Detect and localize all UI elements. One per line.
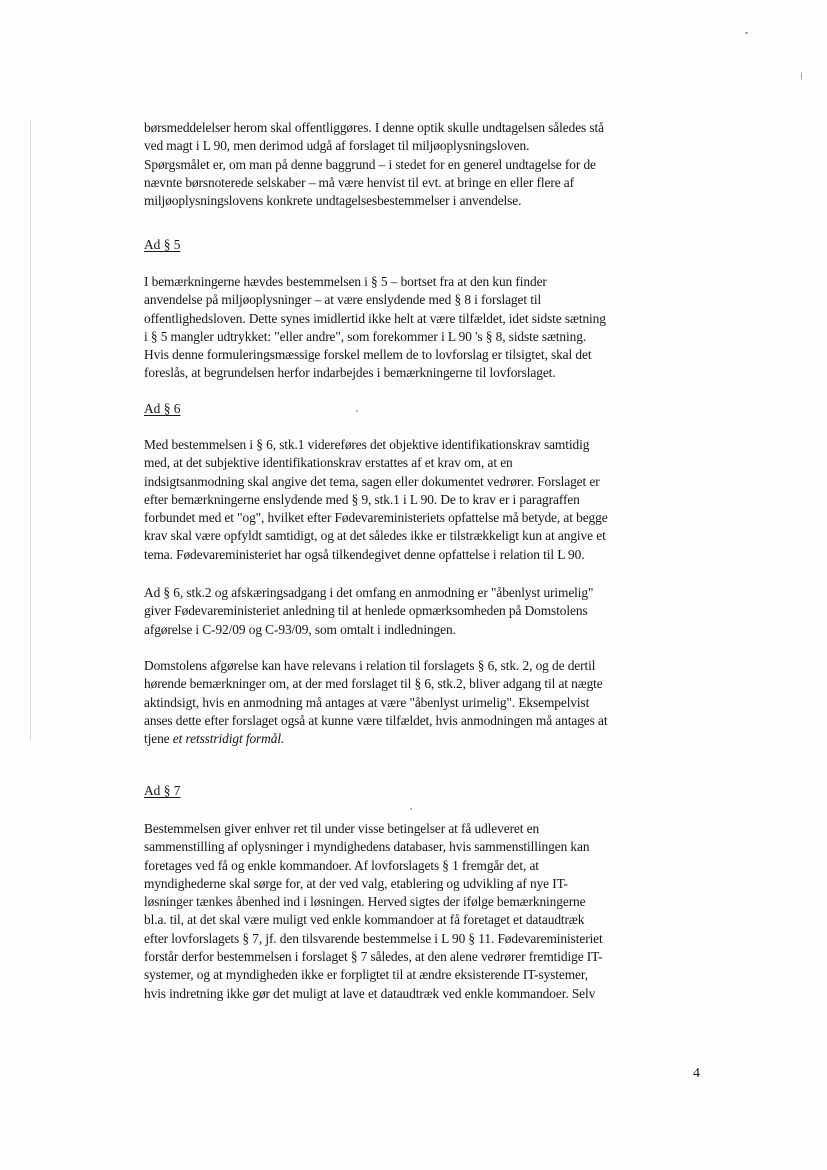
text-line: foreslås, at begrundelsen herfor indarbejdes i bemærkningerne til lovforslaget.: [144, 365, 556, 381]
text-line: hørende bemærkninger om, at der med forslaget til § 6, stk.2, bliver adgang til at nægte: [144, 676, 603, 692]
text-line: offentlighedsloven. Dette synes imidlertid ikke helt at være tilfældet, idet sidste sætning: [144, 310, 606, 326]
paragraph-section-7: [144, 820, 603, 1003]
text-line: I bemærkningerne hævdes bestemmelsen i § 5 – bortset fra at den kun finder: [144, 274, 547, 289]
text-line: forbundet med et "og", hvilket efter Fødevareministeriets opfattelse må betyde, at begge: [144, 510, 608, 526]
text-line: foretages ved få og enkle kommandoer. Af lovforslagets § 1 fremgår det, at: [144, 857, 539, 873]
scan-speck: [356, 410, 358, 412]
text-line: krav skal være opfyldt samtidigt, og at det således ikke er tilstrækkeligt kun at angive et: [144, 528, 606, 544]
text-line: Spørgsmålet er, om man på denne baggrund – i stedet for en generel undtagelse for de: [144, 156, 596, 172]
text-line: anvendelse på miljøoplysninger – at være enslydende med § 8 i forslaget til: [144, 292, 542, 308]
scan-speck: [745, 32, 748, 34]
text-line: myndighederne skal sørge for, at der ved valg, etablering og udvikling af nye IT-: [144, 875, 568, 891]
page-number: 4: [693, 1066, 700, 1081]
text-line: i § 5 mangler udtrykket: "eller andre", som forekommer i L 90 's § 8, sidste sætning.: [144, 328, 587, 344]
section-heading-6: Ad § 6: [144, 401, 181, 416]
paragraph-court-decision: [144, 657, 607, 748]
text-line: afgørelse i C-92/09 og C-93/09, som omtalt i indledningen.: [144, 621, 456, 637]
text-line: Ad § 6, stk.2 og afskæringsadgang i det omfang en anmodning er "åbenlyst urimelig": [144, 585, 594, 600]
text-line: børsmeddelelser herom skal offentliggøres. I denne optik skulle undtagelsen således stå: [144, 120, 604, 135]
text-line: ved magt i L 90, men derimod udgå af forslaget til miljøoplysningsloven.: [144, 138, 530, 154]
text-line: med, at det subjektive identifikationskrav erstattes af et krav om, at en: [144, 455, 513, 471]
text-fragment: tjene: [144, 731, 173, 747]
text-line: bl.a. til, at det skal være muligt ved enkle kommandoer at få foretaget et dataudtræk: [144, 912, 585, 928]
scan-margin-line: [30, 120, 31, 740]
text-line: nævnte børsnoterede selskaber – må være henvist til evt. at bringe en eller flere af: [144, 174, 574, 190]
text-line: efter bemærkningerne enslydende med § 9, stk.1 i L 90. De to krav er i paragraffen: [144, 491, 580, 507]
text-line: tema. Fødevareministeriet har også tilkendegivet denne opfattelse i relation til L 90.: [144, 546, 585, 562]
text-line: sammenstilling af oplysninger i myndighedens databaser, hvis sammenstillingen kan: [144, 839, 590, 855]
section-heading-7: Ad § 7: [144, 783, 181, 798]
text-line: efter lovforslagets § 7, jf. den tilsvarende bestemmelse i L 90 § 11. Fødevareministeriet: [144, 930, 603, 946]
text-line: Bestemmelsen giver enhver ret til under visse betingelser at få udleveret en: [144, 821, 540, 836]
italic-phrase: et retsstridigt formål.: [172, 731, 285, 747]
paragraph-section-6: [144, 436, 608, 564]
text-line-with-italic: [144, 730, 607, 748]
text-line: forstår derfor bestemmelsen i forslaget § 7 således, at den alene vedrører fremtidige IT-: [144, 949, 603, 965]
scan-speck: [410, 808, 412, 810]
text-line: miljøoplysningslovens konkrete undtagelsesbestemmelser i anvendelse.: [144, 193, 522, 209]
text-line: anses dette efter forslaget også at kunne være tilfældet, hvis anmodningen må antages at: [144, 712, 608, 728]
text-line: hvis indretning ikke gør det muligt at lave et dataudtræk ved enkle kommandoer. Selv: [144, 985, 596, 1001]
text-line: giver Fødevareministeriet anledning til at henlede opmærksomheden på Domstolens: [144, 603, 588, 619]
text-line: Hvis denne formuleringsmæssige forskel mellem de to lovforslag er tilsigtet, skal det: [144, 347, 592, 363]
text-line: aktindsigt, hvis en anmodning må antages at være "åbenlyst urimelig". Eksempelvist: [144, 694, 590, 710]
text-line: indsigtsanmodning skal angive det tema, sagen eller dokumentet vedrører. Forslaget er: [144, 473, 600, 489]
scan-speck: [801, 72, 802, 80]
text-line: Med bestemmelsen i § 6, stk.1 videreføres det objektive identifikationskrav samtidig: [144, 437, 590, 452]
text-line: løsninger tænkes åbenhed ind i løsningen. Herved sigtes der ifølge bemærkningerne: [144, 894, 586, 910]
paragraph-section-6-stk-2: [144, 584, 593, 639]
paragraph-section-5: [144, 273, 606, 383]
section-heading-5: Ad § 5: [144, 237, 181, 252]
text-line: Domstolens afgørelse kan have relevans i relation til forslagets § 6, stk. 2, og de dertil: [144, 658, 596, 673]
paragraph-intro: [144, 119, 604, 210]
text-line: systemer, og at myndigheden ikke er forpligtet til at ændre eksisterende IT-systemer,: [144, 967, 588, 983]
